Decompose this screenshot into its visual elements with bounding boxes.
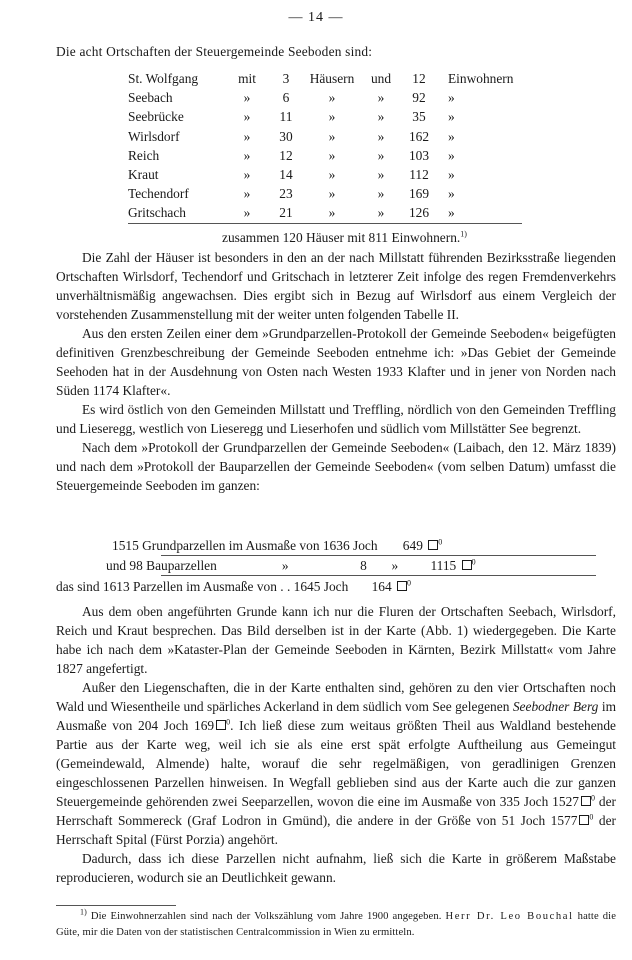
- paragraph-boundary: Aus den ersten Zeilen einer dem »Grundparzellen-Protokoll der Gemeinde Seeboden« beigefügten definitiven Grenzbeschreibung der Gemeinde Seeboden entnehme ich: »Das Gebiet der Gemeinde Seehoden hat in der Ausdehnung von Osten nach Westen 1933 Klafter und in jener von Norden nach Süden 1174 Klafter«.: [56, 326, 616, 398]
- paragraph-scale: Dadurch, dass ich diese Parzellen nicht aufnahm, ließ sich die Karte in größerem Maßstabe reproducieren, wodurch sie an Deutlichkeit gewann.: [56, 851, 616, 885]
- locality-m2: »: [328, 90, 336, 106]
- locality-inhabitants: 126: [402, 203, 436, 223]
- ditto-mark: »: [281, 558, 289, 573]
- locality-row: [128, 88, 522, 107]
- locality-name: St. Wolfgang: [128, 71, 199, 87]
- footnote-text-b: hatte die Güte, mir die Daten von der statistischen Centralcommission in Wien zu ermitteln.: [56, 911, 617, 938]
- locality-row: [128, 69, 522, 88]
- locality-name: Techendorf: [128, 186, 189, 202]
- locality-m3: »: [377, 186, 385, 202]
- parcel-row-2: [106, 556, 476, 575]
- unit-superscript: 0: [226, 717, 231, 727]
- locality-m2: »: [328, 186, 336, 202]
- locality-m4: »: [436, 203, 522, 223]
- locality-m3: »: [377, 128, 385, 144]
- locality-m4: »: [448, 90, 455, 106]
- paragraph-properties-c: Ich ließ diese zum weitaus größten Theil aus Waldland bestehende Partie aus der Karte weg, weil ich sie als eine erst spät erfolgte Auftheilung aus Gemeingut (Gemeindewald, Almende) halte, worauf die sehr regelmäßigen, von geradlinigen Grenzen eingeschlossenen Parzellen hinweisen. In Wegfall geblieben sind aus der Karte auch die zur ganzen Steuergemeinde gehörenden zwei Seeparzellen, wovon die eine im Ausmaße von 335 Joch 1527: [56, 718, 616, 809]
- locality-name: Reich: [128, 147, 160, 163]
- parcel-row-3: [56, 577, 411, 596]
- footnote-text-a: Die Einwohnerzahlen sind nach der Volkszählung vom Jahre 1900 angegeben.: [90, 911, 442, 922]
- locality-m1: »: [243, 147, 251, 163]
- locality-m3: »: [377, 147, 385, 163]
- locality-m4: »: [448, 128, 455, 144]
- footnote-name: Herr Dr. Leo Bouchal: [445, 911, 574, 922]
- locality-m3: »: [377, 90, 385, 106]
- locality-name: Kraut: [128, 167, 159, 183]
- locality-m3: und: [370, 71, 392, 87]
- locality-m2: »: [328, 167, 336, 183]
- locality-inhabitants: 92: [412, 90, 426, 106]
- intro-sentence: Die acht Ortschaften der Steuergemeinde Seeboden sind:: [56, 44, 373, 59]
- locality-name: Wirlsdorf: [128, 128, 180, 144]
- locality-m4: Einwohnern: [448, 71, 514, 87]
- locality-m2: Häusern: [309, 71, 355, 87]
- total-text: zusammen 120 Häuser mit 811 Einwohnern.: [222, 230, 461, 245]
- paragraph-properties-a: Außer den Liegenschaften, die in der Karte enthalten sind, gehören zu den vier Ortschaften noch Wald und Wiesentheile und spärliches Ackerland in dem südlich vom See gelegenen: [56, 680, 616, 714]
- page-number: — 14 —: [288, 10, 344, 25]
- locality-row: [128, 184, 522, 203]
- parcel-row-3-text: das sind 1613 Parzellen im Ausmaße von . . 1645 Joch: [56, 579, 349, 594]
- footnote-ref: 1): [460, 229, 467, 239]
- footnote-marker: 1): [80, 907, 87, 917]
- square-klafter-icon: [397, 581, 407, 591]
- square-klafter-icon: [428, 540, 438, 550]
- locality-m1: »: [243, 167, 251, 183]
- locality-row: [128, 107, 522, 126]
- locality-inhabitants: 103: [408, 147, 430, 163]
- place-name-italic: Seebodner Berg: [512, 699, 599, 714]
- unit-superscript: 0: [407, 578, 412, 588]
- locality-m1: »: [243, 128, 251, 144]
- locality-m4: »: [448, 167, 455, 183]
- parcel-row-2-text: und 98 Bauparzellen: [106, 558, 217, 573]
- parcel-row-3-value: 164: [371, 579, 392, 594]
- paragraph-properties-b: im Ausmaße von 204 Joch 169: [56, 699, 616, 733]
- locality-m3: »: [377, 167, 385, 183]
- body-text-1: [56, 248, 616, 495]
- square-klafter-icon: [462, 560, 472, 570]
- paragraph-properties-d: der Herrschaft Sommereck (Graf Lodron in Gmünd), die andere in der Größe von 51 Joch 1577: [56, 794, 616, 828]
- unit-superscript: 0: [471, 557, 476, 567]
- square-klafter-icon: [579, 815, 589, 825]
- locality-houses: 21: [268, 203, 304, 223]
- locality-inhabitants: 35: [412, 109, 426, 125]
- locality-m4: »: [448, 186, 455, 202]
- locality-houses: 14: [279, 167, 293, 183]
- locality-row: [128, 146, 522, 165]
- paragraph-protocol: Nach dem »Protokoll der Grundparzellen der Gemeinde Seeboden« (Laibach, den 12. März 1839) und nach dem »Protokoll der Bauparzellen der Gemeinde Seeboden« (vom selben Datum) umfasst die Steuergemeinde Seeboden im ganzen:: [56, 440, 616, 493]
- locality-inhabitants: 112: [409, 167, 429, 183]
- locality-m2: »: [328, 147, 336, 163]
- paragraph-neighbours: Es wird östlich von den Gemeinden Millstatt und Treffling, nördlich von den Gemeinden Treffling und Lieseregg, westlich von Lieseregg und Lieserhofen und südlich vom Millstätter See begrenzt.: [56, 402, 616, 436]
- locality-m3: »: [360, 203, 402, 223]
- unit-superscript: 0: [590, 793, 595, 803]
- localities-table: [128, 69, 522, 224]
- paragraph-map: Aus dem oben angeführten Grunde kann ich nur die Fluren der Ortschaften Seebach, Wirlsdorf, Reich und Kraut besprechen. Das Bild derselben ist in der Karte (Abb. 1) wiedergegeben. Die Karte habe ich nach dem »Kataster-Plan der Gemeinde Seeboden in Kärnten, Bezirk Millstatt« vom Jahre 1827 angefertigt.: [56, 604, 616, 676]
- parcel-row-2-value: 1115: [430, 558, 457, 573]
- locality-m2: »: [304, 203, 360, 223]
- paragraph-properties: Außer den Liegenschaften, die in der Karte enthalten sind, gehören zu den vier Ortschaften noch Wald und Wiesentheile und spärliches Ackerland in dem südlich vom See gelegenen Seebodner Berg im Ausmaße von 204 Joch 169 $^0$. Ich ließ diese zum weitaus größten Theil aus Waldland bestehende Partie aus der Karte weg, weil ich sie als eine erst spät erfolgte Auftheilung aus Gemeingut (Gemeindewald, Almende) halte, worauf die sehr regelmäßigen, von geradlinigen Grenzen eingeschlossenen Parzellen hinweisen. In Wegfall geblieben sind aus der Karte auch die zur ganzen Steuergemeinde gehörenden zwei Seeparzellen, wovon die eine im Ausmaße von 335 Joch 1527 $^0$ der Herrschaft Sommereck (Graf Lodron in Gmünd), die andere in der Größe von 51 Joch 1577 $^0$ der Herrschaft Spital (Fürst Porzia) angehört.: [56, 680, 616, 847]
- locality-houses: 30: [279, 128, 293, 144]
- paragraph-houses: Die Zahl der Häuser ist besonders in den an der nach Millstatt führenden Bezirksstraße liegenden Ortschaften Wirlsdorf, Techendorf und Gritschach in letzterer Zeit infolge des regen Fremdenverkehrs unverhältnismäßig angewachsen. Dies ergibt sich in Bezug auf Wirlsdorf aus einem Vergleich der vorstehenden Zusammenstellung mit der weiter unten folgenden Tabelle II.: [56, 250, 616, 322]
- unit-superscript: 0: [438, 537, 443, 547]
- square-klafter-icon: [581, 796, 591, 806]
- unit-superscript: 0: [589, 812, 594, 822]
- footnote: [56, 909, 616, 941]
- locality-name: Seebrücke: [128, 109, 184, 125]
- locality-row: [128, 165, 522, 184]
- parcel-row-1: [112, 536, 442, 555]
- locality-m1: »: [226, 203, 268, 223]
- total-line: [222, 228, 467, 247]
- parcel-row-1-value: 649: [402, 538, 423, 553]
- locality-row: [128, 127, 522, 146]
- locality-inhabitants: 12: [412, 71, 426, 87]
- locality-m4: »: [448, 147, 455, 163]
- parcel-rule-2: [161, 575, 596, 576]
- locality-houses: 3: [282, 71, 290, 87]
- ditto-mark: »: [391, 558, 399, 573]
- locality-houses: 11: [279, 109, 293, 125]
- locality-name: Gritschach: [128, 203, 226, 223]
- locality-houses: 12: [279, 147, 293, 163]
- parcel-row-1-text: 1515 Grundparzellen im Ausmaße von 1636 Joch: [112, 538, 378, 553]
- locality-m1: »: [243, 186, 251, 202]
- footnote-rule: [56, 905, 176, 906]
- locality-inhabitants: 169: [408, 186, 430, 202]
- locality-houses: 6: [282, 90, 290, 106]
- locality-m1: »: [243, 109, 251, 125]
- locality-m4: »: [448, 109, 455, 125]
- locality-houses: 23: [279, 186, 293, 202]
- square-klafter-icon: [216, 720, 226, 730]
- locality-row: [128, 203, 522, 223]
- parcel-row-2-joch: 8: [360, 558, 367, 573]
- locality-m1: »: [243, 90, 251, 106]
- locality-name: Seebach: [128, 90, 173, 106]
- paragraph-properties-e: der Herrschaft Spital (Fürst Porzia) angehört.: [56, 813, 616, 847]
- locality-m2: »: [328, 128, 336, 144]
- locality-m3: »: [377, 109, 385, 125]
- body-text-2: [56, 602, 616, 887]
- locality-m2: »: [328, 109, 336, 125]
- locality-inhabitants: 162: [408, 128, 430, 144]
- locality-m1: mit: [238, 71, 256, 87]
